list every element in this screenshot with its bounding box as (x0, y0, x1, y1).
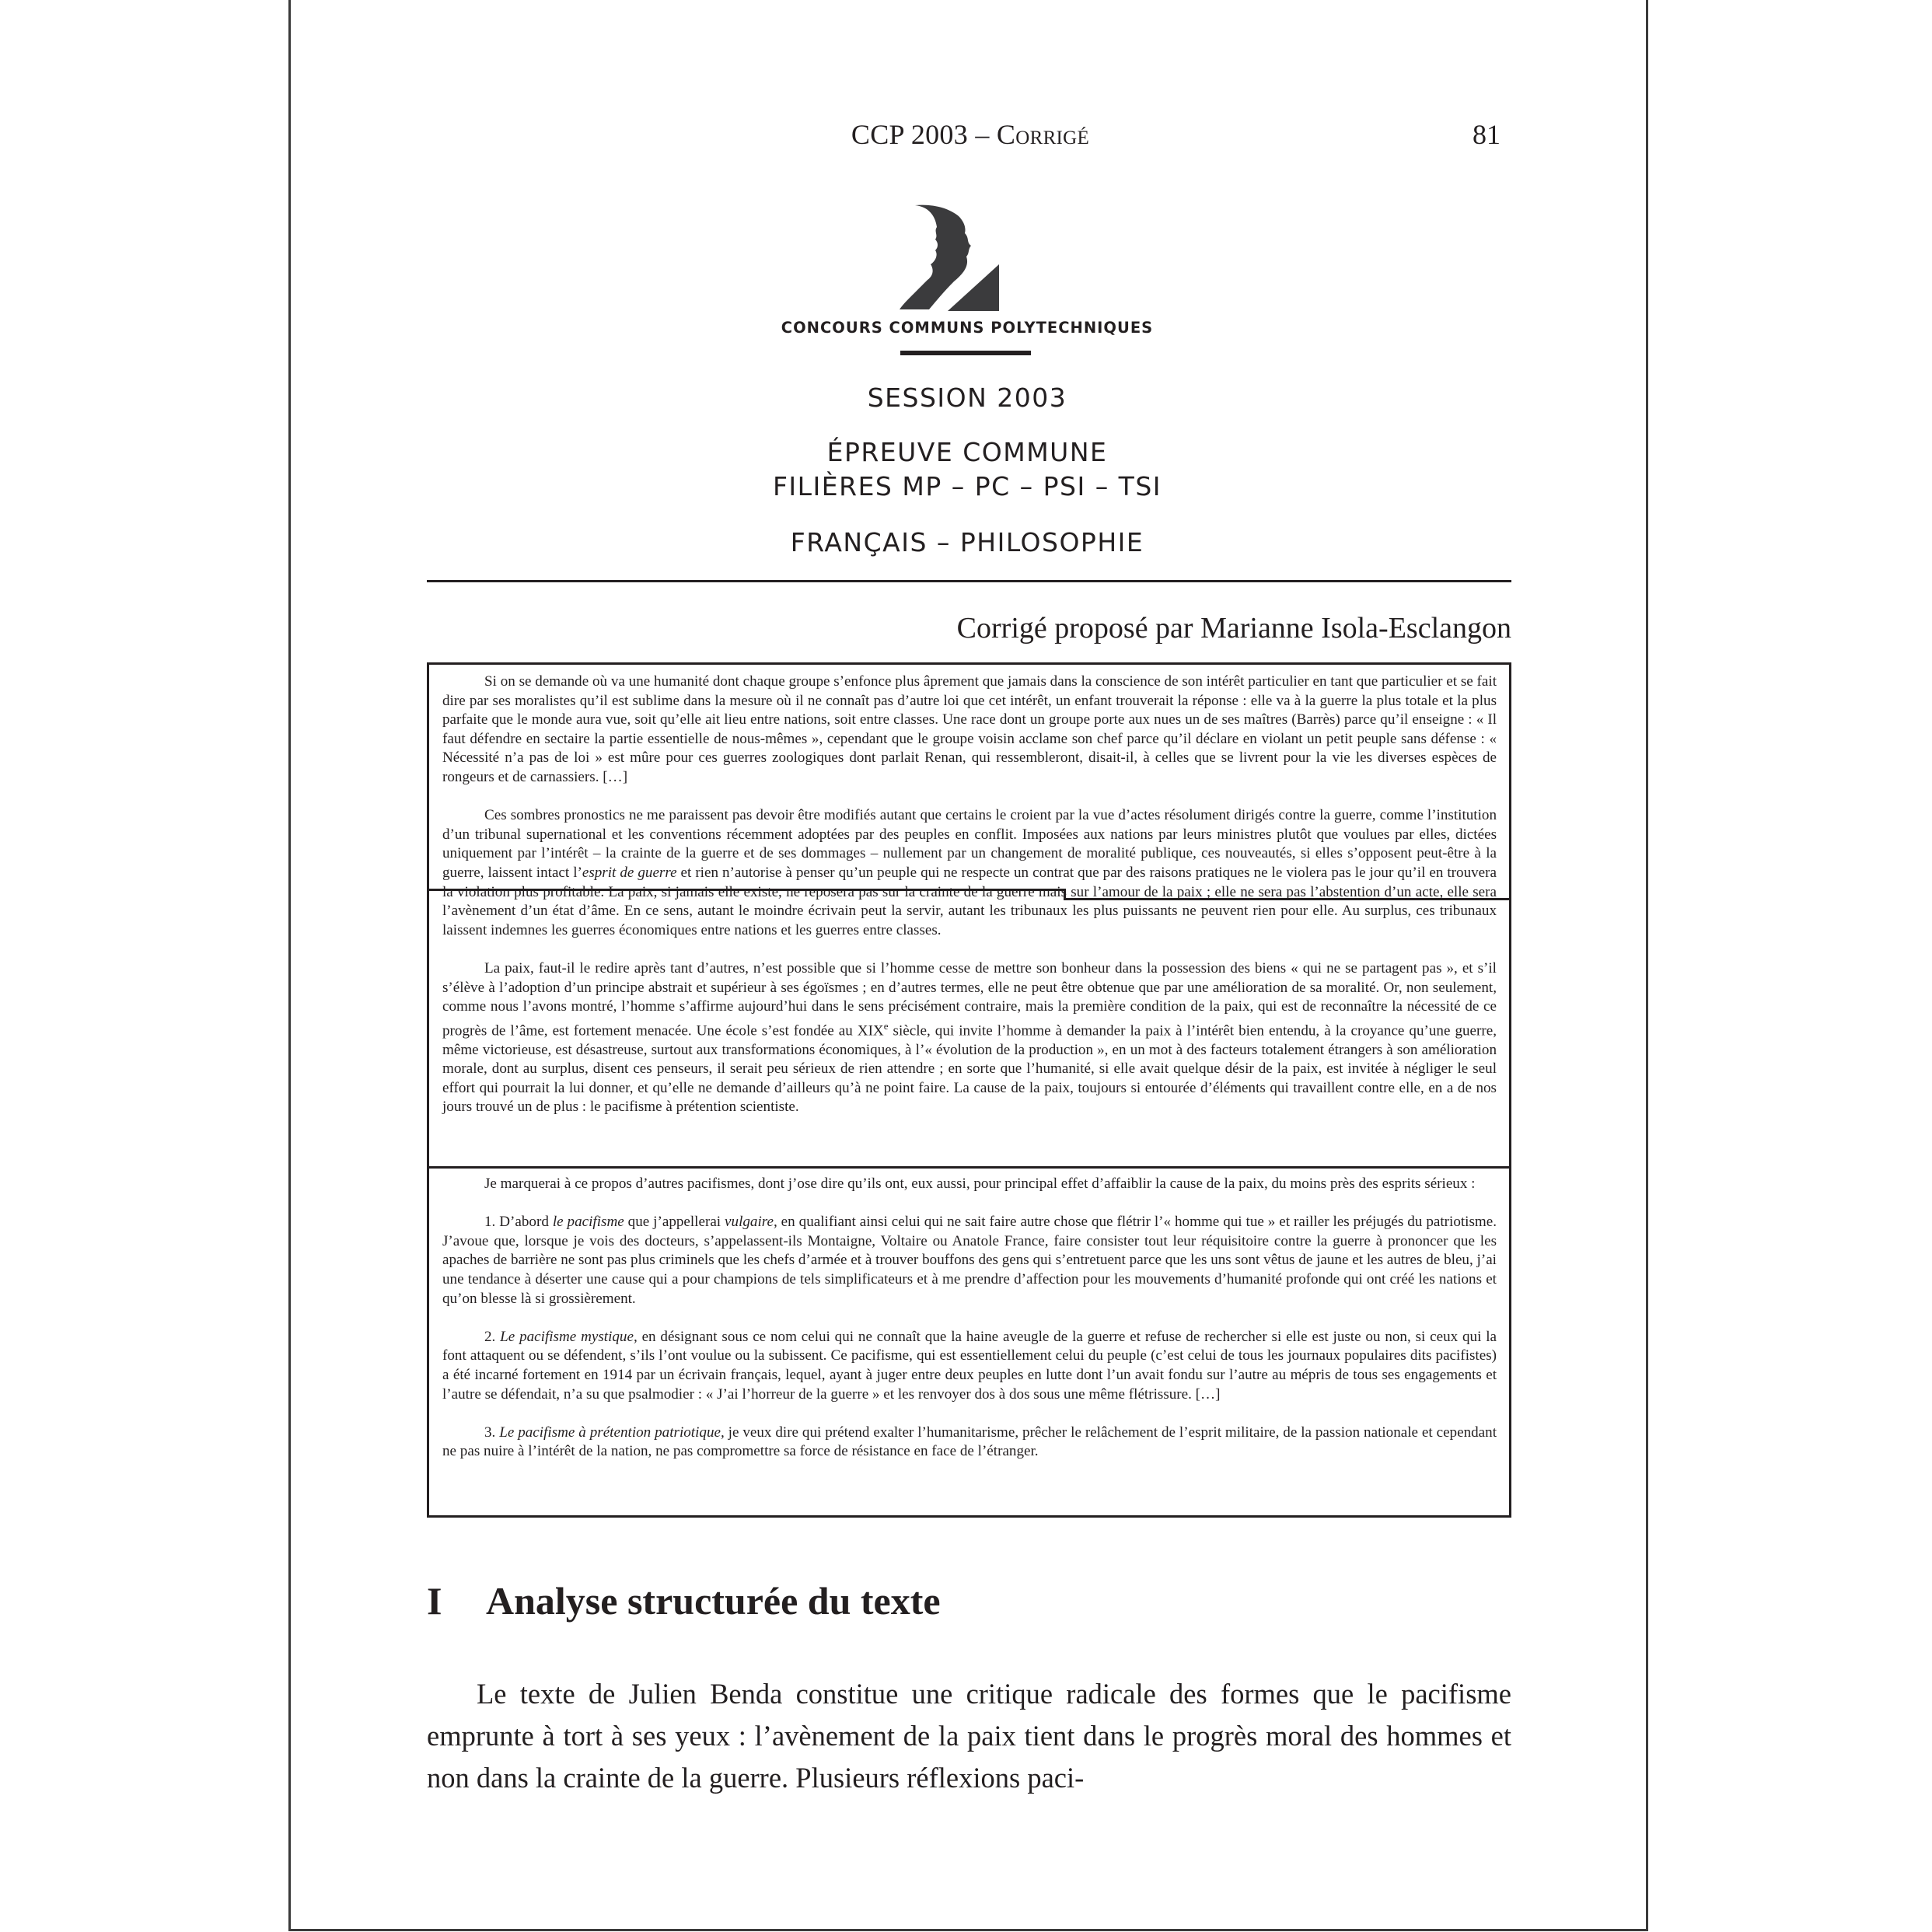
excerpt-italic: vulgaire, (725, 1214, 777, 1231)
excerpt-paragraph-6 (442, 1328, 1497, 1404)
excerpt-paragraph-2 (442, 806, 1497, 940)
excerpt-paragraph-5 (442, 1213, 1497, 1308)
excerpt-paragraph-1: Si on se demande où va une humanité dont chaque groupe s’enfonce plus âprement que jamais dans la conscience de son intérêt particulier en tant que particulier et se fait dire par ses moralistes qu’il est sublime dans la mesure où il ne connaît pas d’autre loi que cet intérêt, un enfant trouverait la réponse : elle va à la guerre la plus totale et la plus parfaite que le monde aura vue, soit qu’elle ait lieu entre nations, soit entre classes. Une race dont un groupe porte aux nues un de ses maîtres (Barrès) parce qu’il enseigne : « Il faut défendre en sectaire la partie essentielle de nous-mêmes », cependant que le groupe voisin acclame son chef parce qu’il déclare en violant un petit peuple sans défense : « Nécessité n’a pas de loi » est mûre pour ces guerres zoologiques dont parlait Renan, qui ressembleront, disait-il, à celles que se livrent pour la vie les diverses espèces de rongeurs et de carnassiers. […] (442, 673, 1497, 785)
excerpt-text: 3. (484, 1424, 500, 1441)
excerpt-text: 2. (484, 1328, 501, 1345)
excerpt-paragraph-3 (442, 959, 1497, 1117)
title-rule (427, 580, 1511, 582)
section-heading (427, 1578, 1511, 1623)
excerpt-italic: esprit de guerre (582, 864, 677, 881)
author-line: Corrigé proposé par Marianne Isola-Esclangon (956, 612, 1511, 645)
excerpt-paragraph-7 (442, 1424, 1497, 1462)
document-page (288, 0, 1648, 1931)
excerpt-part-2 (442, 1175, 1497, 1462)
subject-title: FRANÇAIS – PHILOSOPHIE (790, 527, 1144, 557)
excerpt-text: La paix, faut-il le redire après tant d’autres, n’est possible que si l’homme cesse de mettre son bonheur dans la possession des biens « qui ne se partagent pas », et s’il s’élève à l’adoption d’un principe abstrait et supérieur à ses égoïsmes ; en d’autres termes, elle ne peut être obtenue que par une amélioration de sa moralité. Or, non seulement, comme nous l’avons montré, l’homme s’affirme aujourd’hui dans le sens précisément contraire, mais la première condition de la paix, qui est de reconnaître la nécessité de ce progrès de l’âme, est fortement menacée. Une école s’est fondée au XIX (442, 959, 1497, 1039)
excerpt-text: en qualifiant ainsi celui qui ne sait faire autre chose que flétrir l’« homme qui tue » et railler les préjugés du patriotisme. J’avoue que, lorsque je vois des docteurs, s’appelassent-ils Montaigne, Voltaire ou Anatole France, faire consister tout leur réquisitoire contre la guerre à prononcer que les apaches de barrière ne sont pas plus criminels que les chefs d’armée et à trouver bouffons des gens qui s’entretuent parce que les uns sont vêtus de jaune et les autres de bleu, j’ai une tendance à déserter une cause qui a pour champions de tels simplificateurs et à me prendre d’affection pour les mouvements d’humanité profonde qui ont créé les nations et qu’on blesse là si grossièrement. (442, 1214, 1497, 1307)
page-number: 81 (1473, 119, 1501, 150)
body-paragraph: Le texte de Julien Benda constitue une critique radicale des formes que le pacifisme emprunte à tort à ses yeux : l’avènement de la paix tient dans le progrès moral des hommes et non dans la crainte de la guerre. Plusieurs réflexions paci- (427, 1678, 1511, 1794)
excerpt-superscript: e (883, 1019, 889, 1032)
excerpt-text: 1. D’abord (484, 1214, 553, 1231)
excerpt-paragraph-4: Je marquerai à ce propos d’autres pacifismes, dont j’ose dire qu’ils ont, eux aussi, pour principal effet d’affaiblir la cause de la paix, du moins près des esprits sérieux : (484, 1176, 1476, 1192)
logo-caption: CONCOURS COMMUNS POLYTECHNIQUES (781, 319, 1154, 337)
excerpt-text: que j’appellerai (624, 1214, 725, 1231)
excerpt-divider-2 (429, 1166, 1509, 1169)
excerpt-text: en désignant sous ce nom celui qui ne connaît que la haine aveugle de la guerre et refuse de rechercher si elle est juste ou non, si ceux qui la font attaquent ou se défendent, s’ils l’ont voulue ou la subissent. Ce pacifisme, qui est essentiellement celui du peuple (c’est celui de tous les journaux populaires dits pacifistes) a été incarné fortement en 1914 par un écrivain français, lequel, ayant à juger entre deux peuples en lutte dont l’un avait fondu sur l’autre au mépris de tous ses engagements et l’autre se défendait, n’a su que psalmodier : « J’ai l’horreur de la guerre » et les renvoyer dos à dos sous une même flétrissure. […] (442, 1328, 1497, 1403)
excerpt-text: et rien n’autorise à penser qu’un peuple qui ne respecte un contrat que par des raisons pratiques ne le violera pas le jour qu’il en trouvera la violation plus profitable. La paix, si jamais elle existe, ne reposera pas sur la crainte de la guerre mais sur l’amour de la paix ; elle ne sera pas l’abstention d’un acte, elle sera l’avènement d’un état d’âme. En ce sens, autant le moindre écrivain peut la servir, autant les tribunaux les plus puissants ne peuvent rien pour elle. Au surplus, ces tribunaux laissent indemnes les guerres économiques entre nations et les guerres entre classes. (442, 864, 1497, 938)
running-title: CCP 2003 – Corrigé (851, 119, 1090, 150)
excerpt-italic: le pacifisme (552, 1214, 624, 1231)
excerpt-italic: Le pacifisme à prétention patriotique, (499, 1424, 725, 1441)
excerpt-box (427, 662, 1511, 1518)
logo-underline (900, 351, 1031, 355)
ccp-logo-icon (892, 204, 1047, 316)
session-title: SESSION 2003 (867, 383, 1067, 413)
filieres-title: FILIÈRES MP – PC – PSI – TSI (772, 471, 1162, 501)
section-title: Analyse structurée du texte (486, 1579, 941, 1623)
excerpt-text: je veux dire qui prétend exalter l’humanitarisme, prêcher le relâchement de l’esprit militaire, de la passion nationale et cependant ne pas nuire à l’intérêt de la nation, ne pas compromettre sa force de résistance en face de l’étranger. (442, 1424, 1497, 1460)
running-header (291, 118, 1646, 157)
epreuve-title: ÉPREUVE COMMUNE (826, 437, 1108, 467)
excerpt-text: Ces sombres pronostics ne me paraissent pas devoir être modifiés autant que certains le croient par la vue d’actes résolument dirigés contre la guerre, comme l’institution d’un tribunal supernational et les conventions récemment adoptées par des peuples en conflit. Imposées aux nations par leurs ministres plutôt que voulues par elles, dictées uniquement par l’intérêt – la crainte de la guerre et de ses dommages – nullement par un changement de moralité publique, ces nouveautés, si elles s’opposent peut-être à la guerre, laissent intact l’ (442, 807, 1497, 881)
excerpt-part-1 (442, 673, 1497, 1117)
section-number: I (427, 1579, 442, 1623)
excerpt-text: siècle, qui invite l’homme à demander la paix à l’intérêt bien entendu, à la croyance qu’une guerre, même victorieuse, est désastreuse, surtout aux transformations économiques, à l’« évolution de la production », en un mot à des facteurs totalement étrangers à son amélioration morale, dont au surplus, disent ces penseurs, il serait peu sérieux de rien attendre ; en sorte que l’humanité, si elle avait quelque désir de la paix, est invitée à négliger le seul effort qui pourrait la lui donner, et qu’elle ne demande d’ailleurs qu’à ne point faire. La cause de la paix, toujours si entourée d’éléments qui travaillent contre elle, en a de nos jours trouvé un de plus : le pacifisme à prétention scientiste. (442, 1022, 1497, 1116)
excerpt-italic: Le pacifisme mystique, (500, 1328, 638, 1345)
